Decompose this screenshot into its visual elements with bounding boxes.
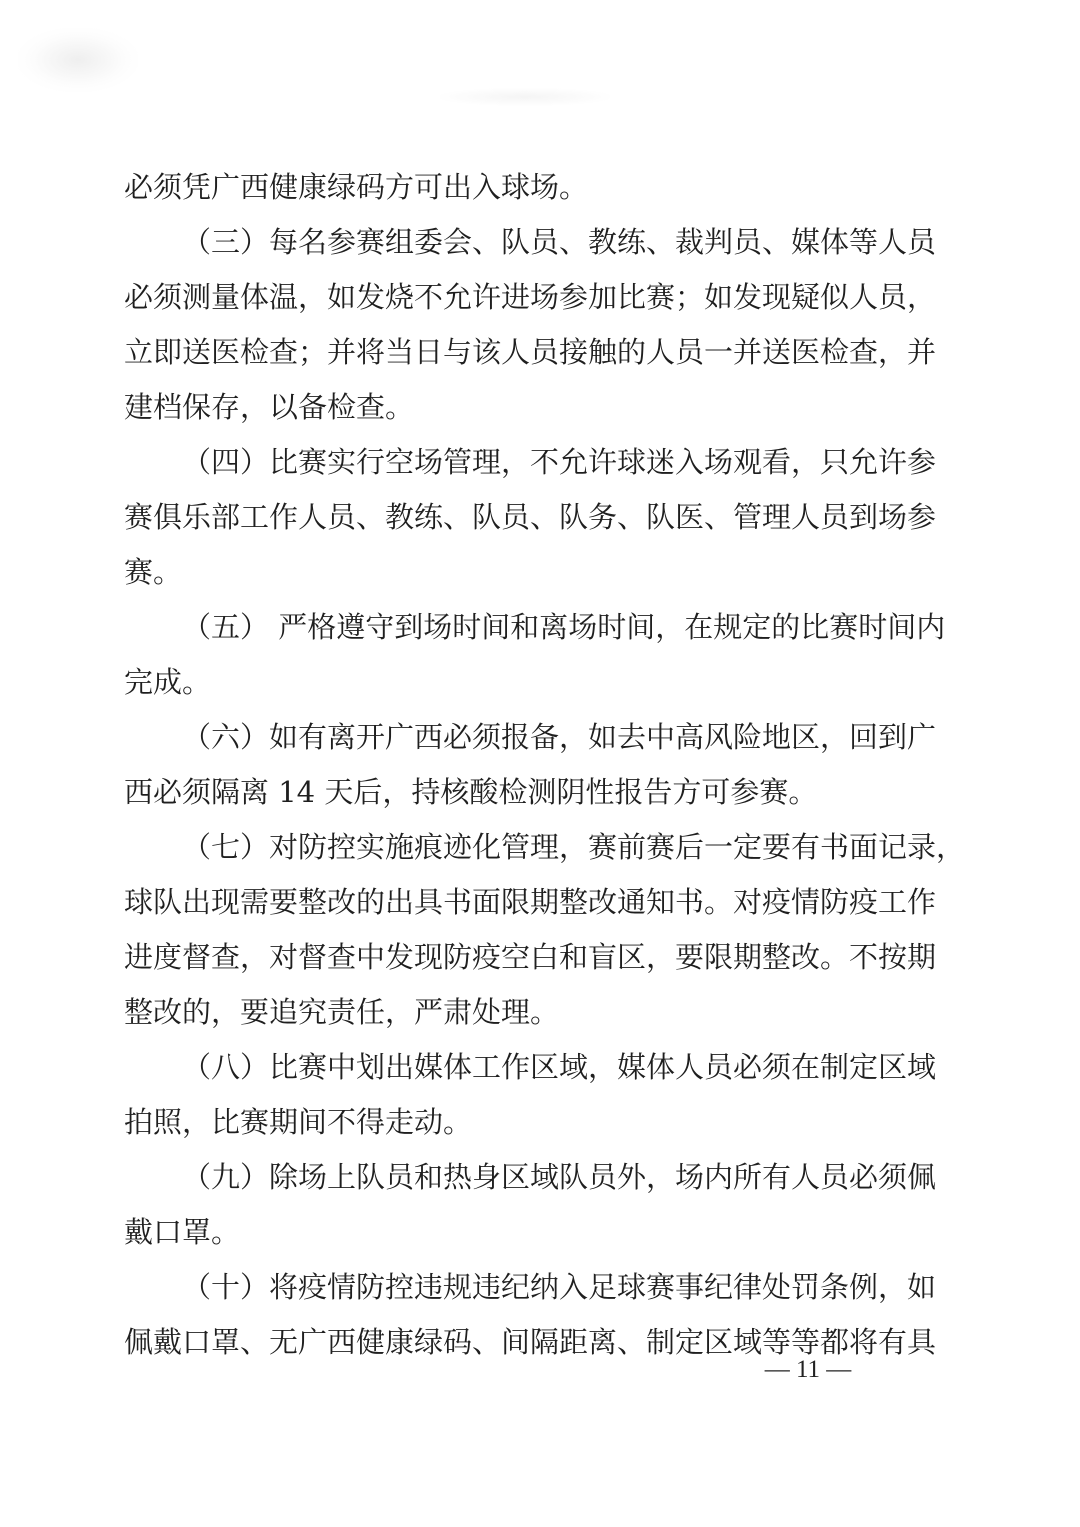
paragraph-line: 立即送医检查；并将当日与该人员接触的人员一并送医检查，并 [124,335,937,369]
paragraph-line: 戴口罩。 [124,1215,241,1249]
page-number: — 11 — [764,1356,852,1383]
paragraph-line: （八）比赛中划出媒体工作区域，媒体人员必须在制定区域 [182,1050,937,1084]
paragraph-line: 佩戴口罩、无广西健康绿码、间隔距离、制定区域等等都将有具 [124,1325,937,1359]
show-through-mark [18,28,138,92]
paragraph-line: （六）如有离开广西必须报备，如去中高风险地区，回到广 [182,720,937,754]
paragraph-line: （十）将疫情防控违规违纪纳入足球赛事纪律处罚条例，如 [182,1270,937,1304]
paragraph-line: 整改的，要追究责任，严肃处理。 [124,995,560,1029]
paragraph-line: （三）每名参赛组委会、队员、教练、裁判员、媒体等人员 [182,225,937,259]
body-text [124,160,966,1370]
paragraph-line: 西必须隔离 14 天后，持核酸检测阴性报告方可参赛。 [124,775,818,809]
paragraph-line: 进度督查，对督查中发现防疫空白和盲区，要限期整改。不按期 [124,940,937,974]
paragraph-line: （四）比赛实行空场管理，不允许球迷入场观看，只允许参 [182,445,937,479]
paragraph-line: （五） 严格遵守到场时间和离场时间，在规定的比赛时间内 [182,610,946,644]
paragraph-line: 赛。 [124,555,183,589]
paragraph-line: 完成。 [124,665,212,699]
paragraph-line: 建档保存，以备检查。 [124,390,415,424]
paragraph-line: 赛俱乐部工作人员、教练、队员、队务、队医、管理人员到场参 [124,500,937,534]
paragraph-line: 拍照，比赛期间不得走动。 [124,1105,473,1139]
paragraph-line: 必须测量体温，如发烧不允许进场参加比赛；如发现疑似人员， [124,280,937,314]
paragraph-line: （九）除场上队员和热身区域队员外，场内所有人员必须佩 [182,1160,937,1194]
show-through-mark [440,88,610,106]
paragraph-line: 必须凭广西健康绿码方可出入球场。 [124,170,589,204]
paragraph-line: （七）对防控实施痕迹化管理，赛前赛后一定要有书面记录， [182,830,966,864]
paragraph-line: 球队出现需要整改的出具书面限期整改通知书。对疫情防疫工作 [124,885,937,919]
